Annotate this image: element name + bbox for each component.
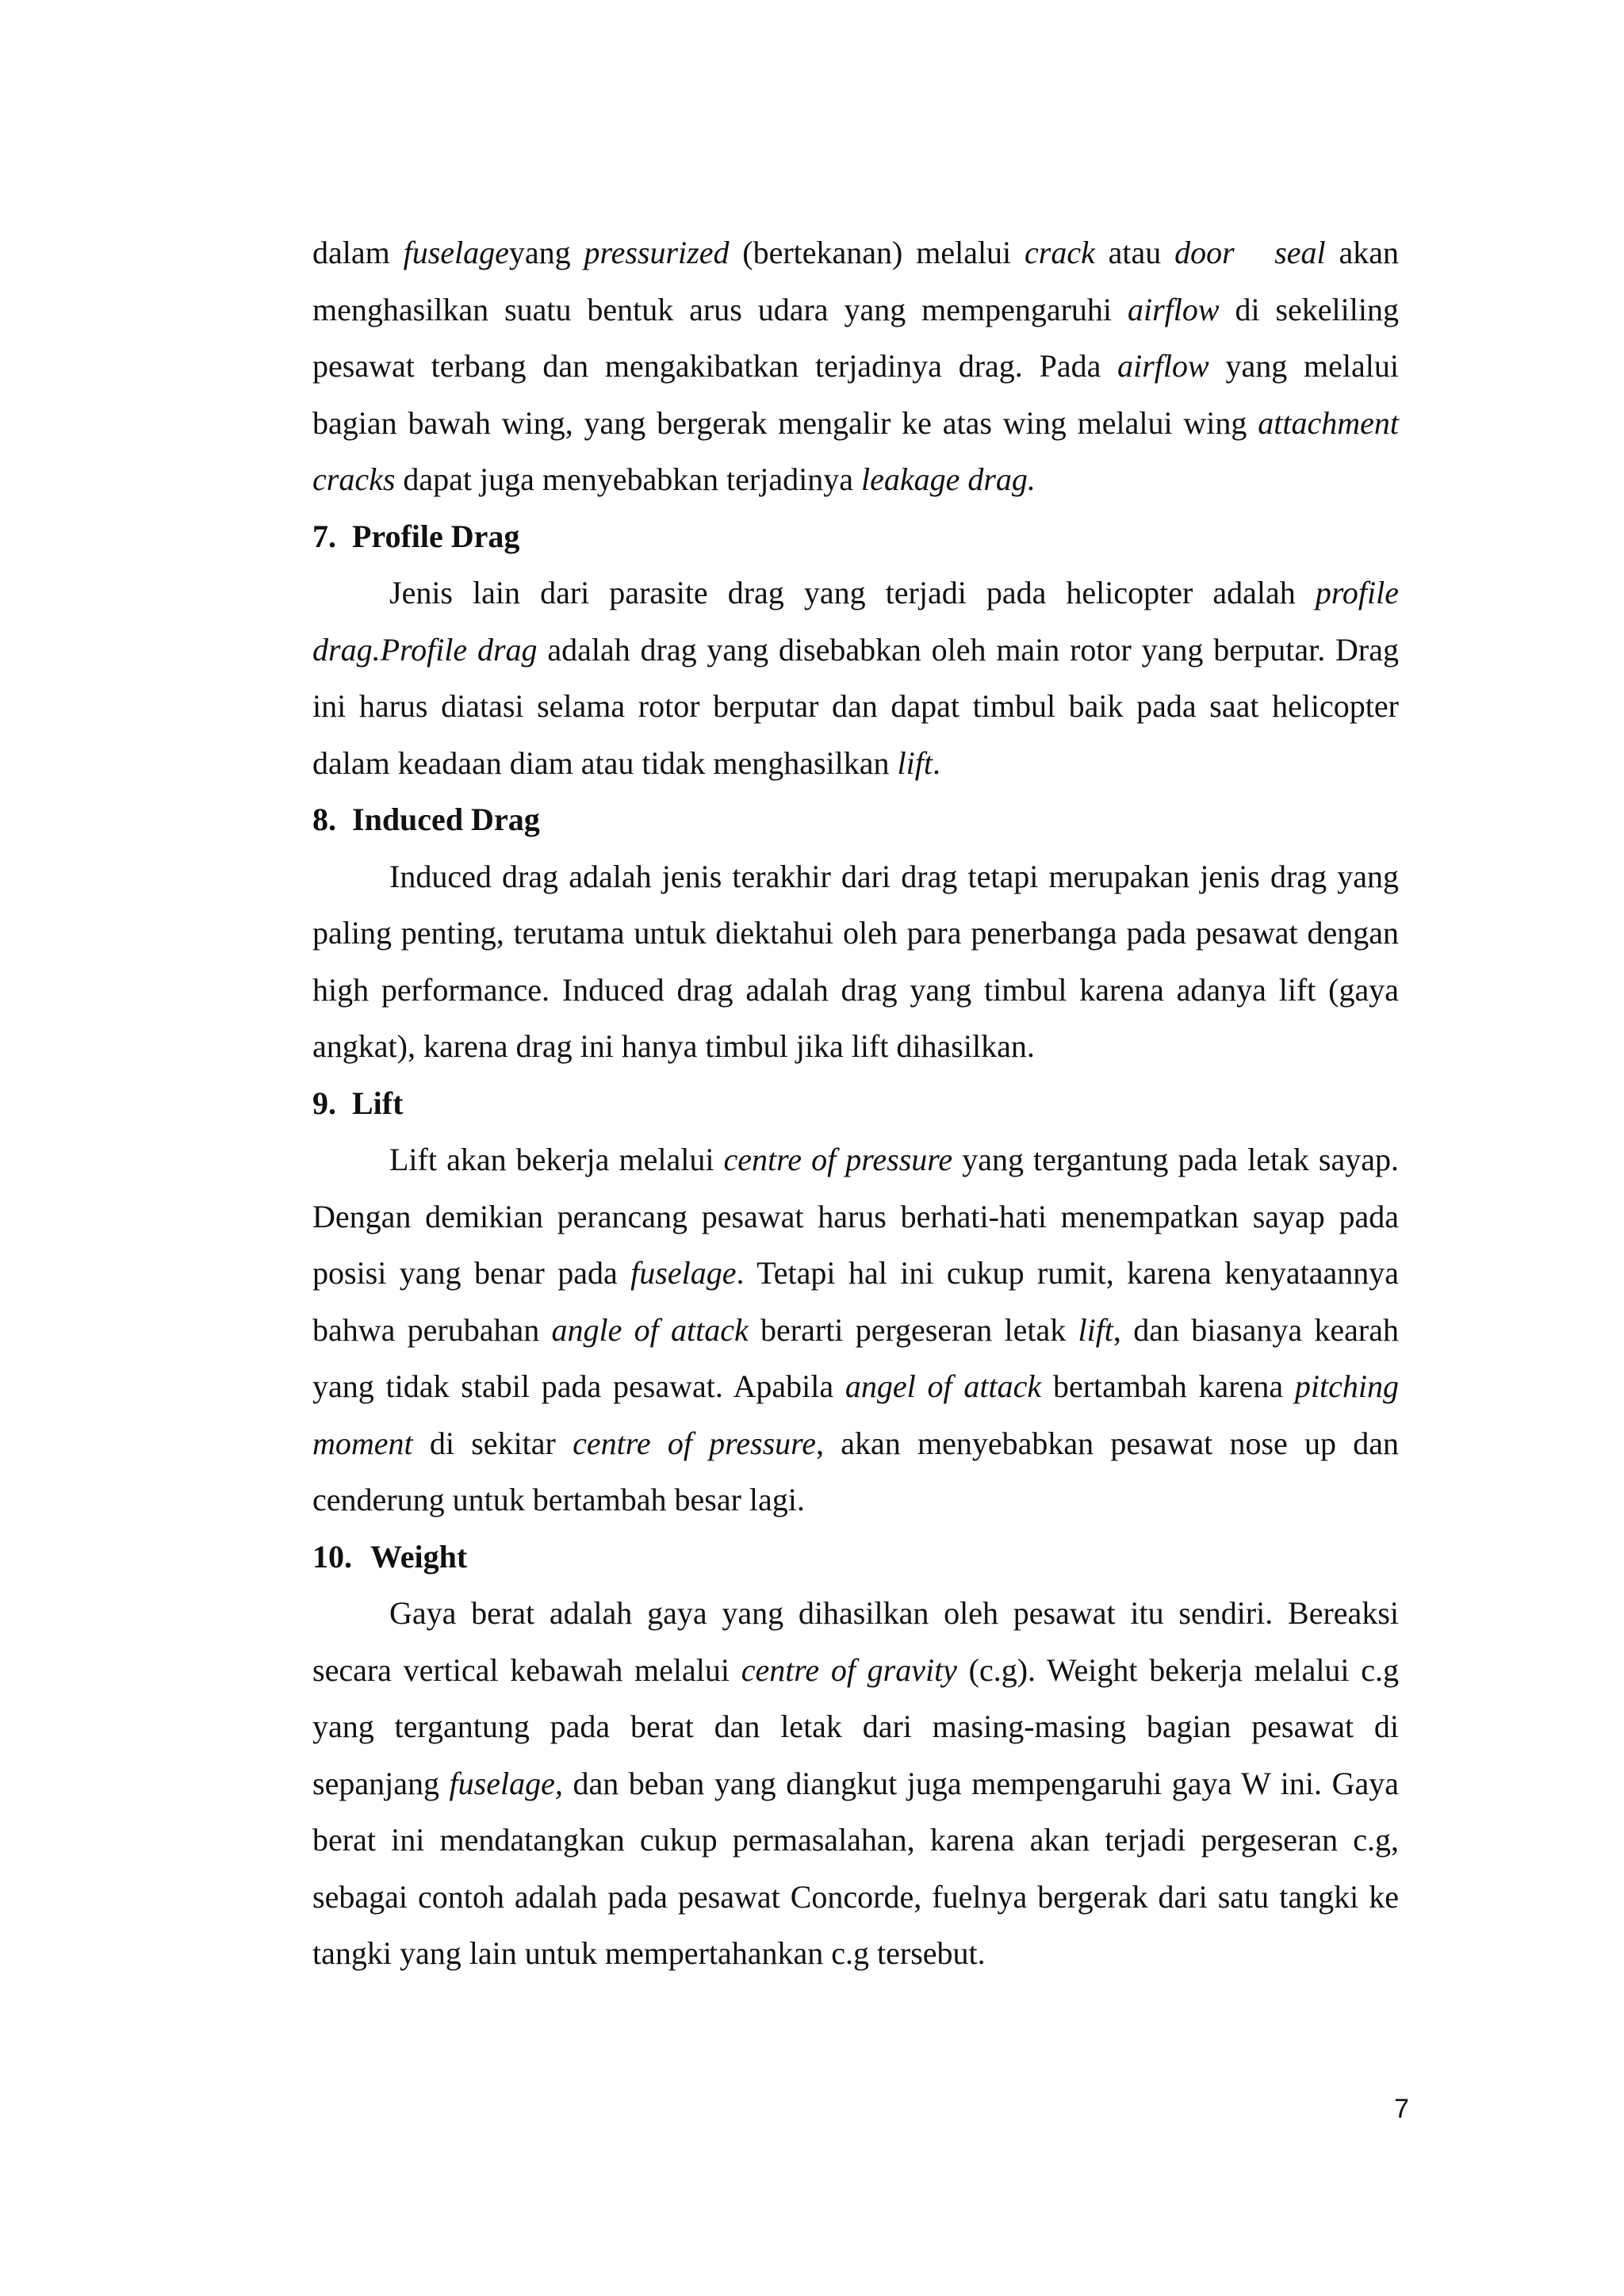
italic-term: centre of pressure <box>573 1425 816 1461</box>
italic-term: fuselage <box>630 1255 737 1291</box>
text-run: Induced drag adalah jenis terakhir dari drag tetapi merupakan jenis drag yang paling penting, terutama untuk diektahui oleh para penerbanga pada pesawat dengan high performance. Induced drag adalah drag yang timbul karena adanya lift (gaya angkat), karena drag ini hanya timbul jika lift dihasilkan. <box>312 858 1399 1064</box>
section-title: Lift <box>352 1085 404 1121</box>
section-title: Weight <box>370 1538 468 1575</box>
italic-term: lift <box>1078 1311 1113 1348</box>
italic-term: crack <box>1025 235 1095 270</box>
section-number: 7. <box>312 518 336 554</box>
italic-term: fuselage <box>403 235 509 270</box>
italic-term: centre of pressure <box>723 1142 953 1177</box>
italic-term: pressurized <box>584 235 730 270</box>
italic-term: fuselage, <box>449 1765 563 1801</box>
italic-term: lift <box>897 744 933 781</box>
italic-term: door seal <box>1174 235 1326 270</box>
section-heading-weight <box>312 1529 1399 1586</box>
italic-term: centre of gravity <box>741 1651 957 1688</box>
text-run: dapat juga menyebabkan terjadinya <box>395 461 861 497</box>
text-run: (bertekanan) melalui <box>729 235 1025 270</box>
text-run: di sekeliling pesawat terbang dan mengakibatkan terjadinya drag. Pada <box>312 291 1399 384</box>
text-run: berarti pergeseran letak <box>748 1311 1078 1348</box>
document-body <box>312 224 1399 1982</box>
italic-term: pitching moment <box>312 1368 1399 1461</box>
text-run: Jenis lain dari parasite drag yang terjadi pada helicopter adalah <box>389 575 1316 610</box>
text-run: (c.g). Weight bekerja melalui c.g yang tergantung pada berat dan letak dari masing-masing bagian pesawat di sepanjang <box>312 1651 1399 1801</box>
text-run: . <box>932 744 940 781</box>
text-run: dan beban yang diangkut juga mempengaruhi gaya W ini. Gaya berat ini mendatangkan cukup permasalahan, karena akan terjadi pergeseran c.g, sebagai contoh adalah pada pesawat Concorde, fuelnya bergerak dari satu tangki ke tangki yang lain untuk mempertahankan c.g tersebut. <box>312 1765 1399 1971</box>
profile-drag-paragraph <box>312 564 1399 791</box>
text-run: yang <box>508 235 584 270</box>
text-run: yang tergantung pada letak sayap. Dengan demikian perancang pesawat harus berhati-hati menempatkan sayap pada posisi yang benar pada <box>312 1142 1399 1291</box>
text-run: atau <box>1094 235 1175 270</box>
weight-paragraph <box>312 1585 1399 1982</box>
section-heading-profile-drag <box>312 508 1399 565</box>
italic-term: attachment cracks <box>312 404 1399 497</box>
italic-term: leakage drag. <box>860 461 1036 497</box>
induced-drag-paragraph <box>312 848 1399 1075</box>
section-number: 10. <box>312 1538 352 1575</box>
intro-paragraph <box>312 224 1399 508</box>
italic-term: airflow <box>1117 348 1209 384</box>
italic-term: profile drag.Profile drag <box>312 575 1399 668</box>
text-run: , akan menyebabkan pesawat nose up dan cenderung untuk bertambah besar lagi. <box>312 1425 1400 1517</box>
text-run: di sekitar <box>412 1425 573 1461</box>
section-heading-lift <box>312 1075 1399 1132</box>
text-run: , dan biasanya kearah yang tidak stabil pada pesawat. Apabila <box>312 1311 1400 1404</box>
text-run: . Tetapi hal ini cukup rumit, karena kenyataannya bahwa perubahan <box>312 1255 1400 1348</box>
text-run: akan menghasilkan suatu bentuk arus udara yang mempengaruhi <box>312 235 1399 327</box>
text-run: dalam <box>312 235 404 270</box>
text-run: Lift akan bekerja melalui <box>389 1142 724 1177</box>
section-title: Induced Drag <box>352 802 540 837</box>
section-title: Profile Drag <box>352 518 520 554</box>
italic-term: angle of attack <box>551 1311 749 1348</box>
text-run: yang melalui bagian bawah wing, yang bergerak mengalir ke atas wing melalui wing <box>312 348 1399 441</box>
text-run: Gaya berat adalah gaya yang dihasilkan oleh pesawat itu sendiri. Bereaksi secara vertical kebawah melalui <box>312 1595 1399 1688</box>
section-heading-induced-drag <box>312 791 1399 848</box>
lift-paragraph <box>312 1131 1399 1529</box>
text-run: bertambah karena <box>1041 1368 1295 1404</box>
italic-term: airflow <box>1127 291 1220 327</box>
section-number: 9. <box>312 1085 336 1121</box>
text-run: adalah drag yang disebabkan oleh main rotor yang berputar. Drag ini harus diatasi selama rotor berputar dan dapat timbul baik pada saat helicopter dalam keadaan diam atau tidak menghasilkan <box>312 631 1400 781</box>
section-number: 8. <box>312 802 336 837</box>
page-number: 7 <box>1394 2094 1409 2124</box>
italic-term: angel of attack <box>845 1368 1042 1404</box>
